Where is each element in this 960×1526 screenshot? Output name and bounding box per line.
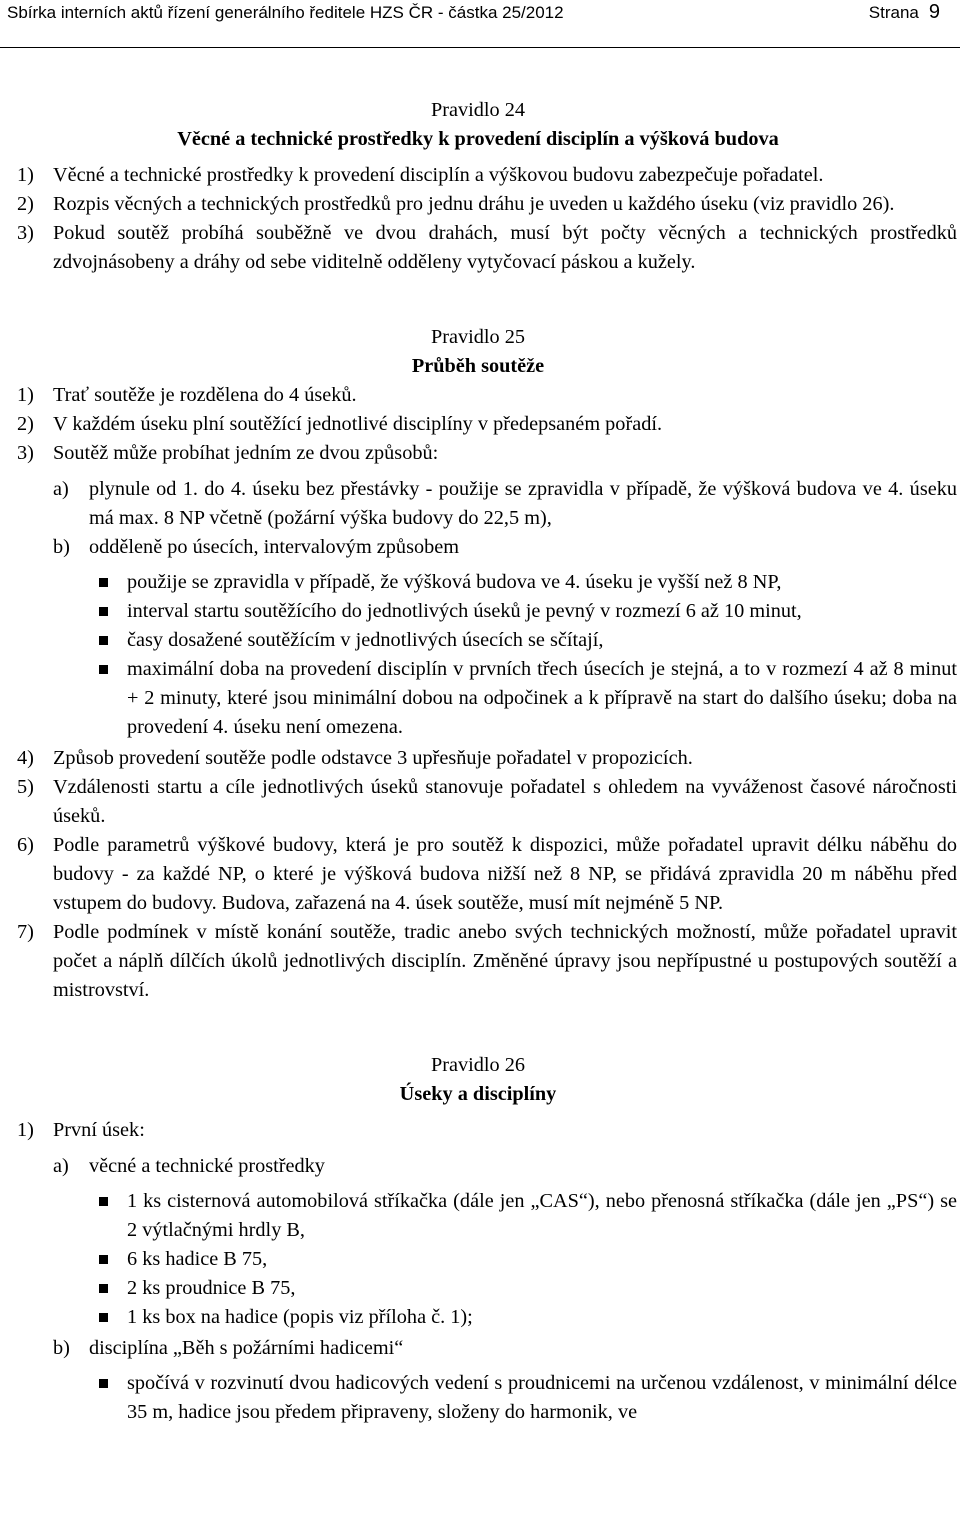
list-item-text: 1 ks cisternová automobilová stříkačka (dále jen „CAS“), nebo přenosná stříkačka (dále jen „PS“) se 2 výtlačnými hrdly B, xyxy=(127,1190,957,1241)
rule-title: Úseky a disciplíny xyxy=(399,1083,557,1105)
paragraph-text: První úsek: xyxy=(53,1119,145,1141)
paragraph-number: 3) xyxy=(17,442,34,464)
list-item xyxy=(95,1187,957,1245)
paragraph-text: Pokud soutěž probíhá souběžně ve dvou drahách, musí být počty věcných a technických prostředků zdvojnásobeny a dráhy od sebe viditelně odděleny vytyčovací páskou a kužely. xyxy=(53,222,957,273)
paragraph-text: Trať soutěže je rozdělena do 4 úseků. xyxy=(53,384,357,406)
sub-item xyxy=(53,1152,957,1181)
page-label: Strana xyxy=(868,3,919,22)
square-bullet-icon xyxy=(95,626,127,655)
rule-24-heading xyxy=(8,96,948,154)
paragraph xyxy=(17,439,957,468)
paragraph-number: 4) xyxy=(17,747,34,769)
paragraph xyxy=(17,381,957,410)
list-item xyxy=(95,1274,957,1303)
document-body xyxy=(17,96,957,1429)
paragraph-number: 1) xyxy=(17,384,34,406)
rule-title: Věcné a technické prostředky k provedení disciplín a výšková budova xyxy=(177,128,779,150)
page-number: 9 xyxy=(928,1,940,23)
paragraph-text: Způsob provedení soutěže podle odstavce 3 upřesňuje pořadatel v propozicích. xyxy=(53,747,693,769)
paragraph-number: 3) xyxy=(17,222,34,244)
paragraph xyxy=(17,410,957,439)
list-item-text: interval startu soutěžícího do jednotlivých úseků je pevný v rozmezí 6 až 10 minut, xyxy=(127,600,802,622)
list-item xyxy=(95,1245,957,1274)
sub-item-text: disciplína „Běh s požárními hadicemi“ xyxy=(89,1337,404,1359)
paragraph-number: 2) xyxy=(17,413,34,435)
rule-number: Pravidlo 24 xyxy=(430,99,526,121)
paragraph-text: Rozpis věcných a technických prostředků pro jednu dráhu je uveden u každého úseku (viz pravidlo 26). xyxy=(53,193,895,215)
paragraph-text: Věcné a technické prostředky k provedení disciplín a výškovou budovu zabezpečuje pořadatel. xyxy=(53,164,824,186)
rule-25-heading xyxy=(8,323,948,381)
paragraph-number: 7) xyxy=(17,921,34,943)
sub-item-letter: b) xyxy=(53,536,70,558)
sub-item-text: věcné a technické prostředky xyxy=(89,1155,325,1177)
paragraph-text: Podle parametrů výškové budovy, která je pro soutěž k dispozici, může pořadatel upravit délku náběhu do budovy - za každé NP, o které je výšková budova nižší než 8 NP, se přidává zpravidla 20 m náběhu před vstupem do budovy. Budova, zařazená na 4. úsek soutěže, musí mít nejméně 5 NP. xyxy=(53,834,957,914)
list-item-text: časy dosažené soutěžícím v jednotlivých úsecích se sčítají, xyxy=(127,629,604,651)
square-bullet-icon xyxy=(95,568,127,597)
page-header xyxy=(0,0,960,50)
rule-title: Průběh soutěže xyxy=(411,355,545,377)
paragraph-text: V každém úseku plní soutěžící jednotlivé disciplíny v předepsaném pořadí. xyxy=(53,413,663,435)
list-item xyxy=(95,597,957,626)
paragraph-text: Podle podmínek v místě konání soutěže, tradic anebo svých technických možností, může pořadatel upravit počet a náplň dílčích úkolů jednotlivých disciplín. Změněné úpravy jsou nepřípustné u postupových soutěží a mistrovství. xyxy=(53,921,957,1001)
paragraph-number: 6) xyxy=(17,834,34,856)
paragraph-number: 5) xyxy=(17,776,34,798)
paragraph xyxy=(17,219,957,277)
list-item-text: maximální doba na provedení disciplín v prvních třech úsecích je stejná, a to v rozmezí 4 až 8 minut + 2 minuty, které jsou minimální dobou na odpočinek a k přípravě na start do dalšího úseku; doba na provedení 4. úseku není omezena. xyxy=(127,658,957,738)
list-item-text: 1 ks box na hadice (popis viz příloha č. 1); xyxy=(127,1306,473,1328)
list-item xyxy=(95,626,957,655)
paragraph-number: 1) xyxy=(17,1119,34,1141)
list-item xyxy=(95,655,957,742)
sub-item-letter: b) xyxy=(53,1337,70,1359)
header-title: Sbírka interních aktů řízení generálního ředitele HZS ČR - částka 25/2012 xyxy=(7,3,564,22)
sub-item xyxy=(53,475,957,533)
square-bullet-icon xyxy=(95,1274,127,1303)
bullet-list xyxy=(95,1187,957,1332)
rule-number: Pravidlo 26 xyxy=(430,1054,526,1076)
paragraph-text: Vzdálenosti startu a cíle jednotlivých úseků stanovuje pořadatel s ohledem na vyváženost časové náročnosti úseků. xyxy=(53,776,957,827)
sub-item xyxy=(53,533,957,562)
paragraph xyxy=(17,744,957,773)
square-bullet-icon xyxy=(95,1245,127,1274)
square-bullet-icon xyxy=(95,1187,127,1245)
paragraph xyxy=(17,831,957,918)
list-item xyxy=(95,1303,957,1332)
square-bullet-icon xyxy=(95,1303,127,1332)
rule-number: Pravidlo 25 xyxy=(430,326,526,348)
sub-item-letter: a) xyxy=(53,478,69,500)
square-bullet-icon xyxy=(95,655,127,742)
square-bullet-icon xyxy=(95,1369,127,1427)
paragraph-number: 1) xyxy=(17,164,34,186)
list-item-text: 2 ks proudnice B 75, xyxy=(127,1277,296,1299)
paragraph-text: Soutěž může probíhat jedním ze dvou způsobů: xyxy=(53,442,439,464)
paragraph-number: 2) xyxy=(17,193,34,215)
sub-item-letter: a) xyxy=(53,1155,69,1177)
rule-26-heading xyxy=(8,1051,948,1109)
bullet-list xyxy=(95,1369,957,1427)
sub-item xyxy=(53,1334,957,1363)
paragraph xyxy=(17,161,957,190)
sub-item-text: plynule od 1. do 4. úseku bez přestávky - použije se zpravidla v případě, že výšková budova ve 4. úseku má max. 8 NP včetně (požární výška budovy do 22,5 m), xyxy=(89,478,957,529)
paragraph xyxy=(17,1116,957,1145)
paragraph xyxy=(17,190,957,219)
paragraph xyxy=(17,918,957,1005)
square-bullet-icon xyxy=(95,597,127,626)
list-item xyxy=(95,1369,957,1427)
list-item-text: spočívá v rozvinutí dvou hadicových vedení s proudnicemi na určenou vzdálenost, v minimální délce 35 m, hadice jsou předem připraveny, složeny do harmonik, ve xyxy=(127,1372,957,1423)
list-item-text: použije se zpravidla v případě, že výšková budova ve 4. úseku je vyšší než 8 NP, xyxy=(127,571,782,593)
header-divider xyxy=(0,47,960,48)
header-page xyxy=(869,1,940,24)
list-item-text: 6 ks hadice B 75, xyxy=(127,1248,268,1270)
sub-item-text: odděleně po úsecích, intervalovým způsobem xyxy=(89,536,460,558)
list-item xyxy=(95,568,957,597)
bullet-list xyxy=(95,568,957,742)
paragraph xyxy=(17,773,957,831)
